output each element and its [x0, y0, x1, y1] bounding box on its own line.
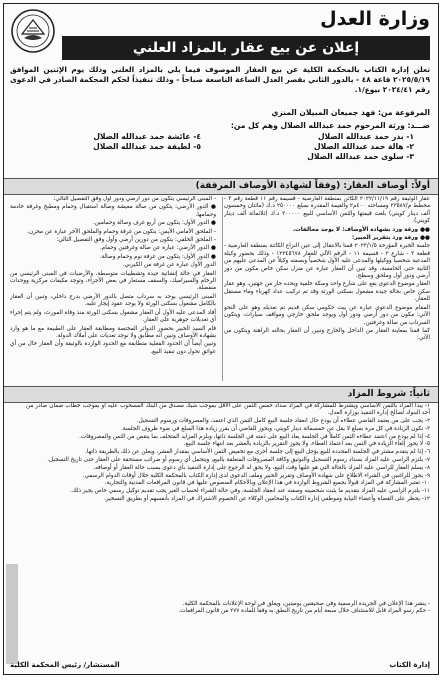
property-paragraph: - الملحق الخلفي: يتكون من دورين أرضي وأول وفق التفصيل التالي:: [56, 237, 216, 244]
defendants-title: ضـــد: ورثة المرحوم حمد عبدالله الصلال وهم كل من:: [230, 121, 430, 130]
property-paragraph: أفاد المدعى عليه الأول أن العقار مشغول بسكنى الورثة منذ وفاة المورث، ولم يتم إجراء أي تعديلات جوهرية على العقار.: [10, 309, 216, 324]
property-paragraph: المبنى الرئيسي يوجد به سرداب متصل بالدور الأرضي بدرج داخلي، وتبين أن العقار بالكامل مشغول بسكنى الورثة ولا يوجد عقود إيجار عليه.: [10, 293, 216, 308]
notes-block: [26, 601, 430, 616]
auction-conditions-list: [26, 403, 430, 598]
condition-item: ٢- يجب على من يعتمد القاضي عطاءه أن يودع حال انعقاد جلسة البيع كامل الثمن الذي اعتمد، والمصروفات ورسوم التسجيل.: [136, 418, 430, 425]
condition-item: ١٢- يحظر على القضاة وأعضاء النيابة وموظفي إدارة الكتاب والمحامين الوكلاء عن الخصوم الاشتراك في المزاد بأنفسهم أو بطريق التسخير.: [104, 496, 430, 503]
signature-right: إدارة الكتاب: [389, 661, 430, 669]
condition-item: ٨- يسلم العقار للراسي عليه المزاد بالحالة التي هو عليها وقت البيع، ولا يحق له الرجوع على إدارة التنفيذ بأي دعوى بسبب حالة العقار أو أوصافه.: [93, 464, 430, 471]
condition-item: ٥- لا يجوز إلغاء الزيادة في الثمن بعد اعتماد العطاء، ولا يجوز التقرير بالزيادة بالعشر بعد انتهاء جلسة البيع.: [183, 441, 430, 448]
heir-item: ٤- عائشة حمد عبدالله الصلال: [93, 132, 201, 141]
property-paragraph: - المبنى الرئيسي يتكون من دور أرضي ودور أول وفق التفصيل التالي:: [53, 196, 216, 202]
condition-item: ٤- إذا لم يودع من اعتمد عطاءه الثمن كاملاً في الجلسة يعاد البيع على ذمته في الجلسة ذاتها، ويلزم المزايد المتخلف بما ينقص من الثمن والمصروفات.: [79, 433, 430, 440]
condition-item: ٧- يلتزم الراسي عليه المزاد بسداد رسوم التسجيل والتوثيق وكافة المصروفات المتعلقة بالبيع، ويتحمل أي رسوم أو ضرائب مستحقة على العقار حتى تاريخ التسجيل.: [47, 457, 430, 464]
heir-item: ٣- سلوى حمد عبدالله الصلال: [307, 152, 414, 161]
property-paragraph: ● الدور الأرضي: عبارة عن صالة وغرفتين وحمام.: [99, 245, 216, 252]
condition-item: ٦- إذا لم يتقدم مشتر في الجلسة المحددة للبيع يؤجل البيع إلى جلسة أخرى مع تخفيض الثمن الأساسي بمقدار العشر، ويعلن عن ذلك بالطريقة ذاتها.: [85, 449, 430, 456]
property-column-left: [10, 196, 216, 382]
heir-item: ٢- هالة حمد عبدالله الصلال: [313, 142, 414, 151]
heirs-list: [10, 132, 414, 161]
ministry-name: وزارة العدل: [320, 8, 430, 30]
condition-item: ١٠- تعتبر المشاركة في المزاد قبولاً بجميع الشروط الواردة في هذا الإعلان وبالأحكام المنصوص عليها في قانون المرافعات المدنية والتجارية.: [104, 480, 430, 487]
announcement-page: [3, 3, 439, 675]
kuwait-emblem-icon: [10, 8, 56, 54]
condition-item: ٩- يجوز للراغبين في الشراء الاطلاع على شهادة الأوصاف وتقرير الخبير وملف الدعوى لدى إدارة الكتاب بالمحكمة الكلية خلال أوقات الدوام الرسمي.: [82, 472, 430, 479]
heir-item: ١- بدر حمد عبدالله الصلال: [317, 132, 414, 141]
plaintiff-line: المرفوعة من: فهد جميعان المبيلان المنزي: [271, 108, 430, 117]
note-item: - حكم رسو المزاد قابل للاستئناف خلال سبعة أيام من تاريخ النطق به وفقاً للمادة ٢٧٧ من قانون المرافعات.: [178, 608, 430, 615]
property-paragraph: كما قمنا بمعاينة العقار من الداخل والخارج وتبين أن العقار بحالته الراهنة ويتكون من الآتي:: [224, 327, 430, 342]
note-item: - ينشر هذا الإعلان في الجريدة الرسمية وفي صحيفتين يوميتين، ويعلق في لوحة الإعلانات بالمحكمة الكلية.: [182, 601, 430, 607]
property-paragraph: ●● ورقة ورد بتقرير الخبير:: [352, 235, 430, 242]
property-paragraph: الدور الأول عبارة عن غرفة من الكيربي.: [122, 262, 216, 269]
condition-item: ١- يبدأ المزاد بالثمن الأساسي ويشترط للمشاركة في المزاد سداد خمس الثمن على الأقل بموجب شيك مصدق من البنك المسحوب عليه أو بموجب خطاب ضمان صادر من أحد البنوك لصالح إدارة التنفيذ بوزارة العدل.: [26, 403, 430, 417]
property-paragraph: المقام موضوع الدعوى عبارة عن بيت حكومي سكن قديم تم تعديله وهو على النحو الآتي: مكون من دور أرضي ودور أول ويوجد ملحق خارجي ومواقف سيارات، ويتكون السرداب من صالة وغرفتين.: [224, 304, 430, 326]
property-paragraph: العقار موضوع الدعوى يقع على شارع واحد وسكة خلفية ويحده جار من جهتين، وهو عقار سكن خاص بحالة جيدة مشغول بسكنى الورثة وقد تم تركيب عداد كهرباء وماء مستقل للعقار.: [224, 281, 430, 303]
property-paragraph: قام السيد الخبير بحضور الدوائر المختصة ومطابقة العقار على الطبيعة مع ما هو وارد بشهادة الأوصاف وتبين أنه مطابق ولا توجد تعديات على أملاك الدولة.: [10, 325, 216, 339]
condition-item: ٣- تكون الزيادة في كل مرة بمبلغ لا يقل عن خمسمائة دينار كويتي، ويجوز للقاضي أن يقرر زيادة هذا المبلغ في ضوء ظروف الجلسة.: [120, 425, 430, 432]
property-paragraph: عقار الوثيقة رقم ٢٠٢٢/١١/١٩ الكائن بمنطقة العارضية - قسيمة رقم ١١ قطعة رقم ٣ - مخطط م/٢٣٥٨٧ ومساحته ٤٠٠م٢ والقيمة المقدرة بمبلغ ٢٥٠٠٠٠ د.ك (مائتان وخمسون ألف دينار كويتي) بلغت قيمتها والثمن الأساسي للبيع ٣٠٠٠٠٠ د.ك (ثلاثمائة ألف دينار كويتي).: [224, 196, 430, 225]
section-property-description-title: أولاً: أوصاف العقار: (وفقاً لشهادة الأوصاف المرفقة): [4, 178, 438, 195]
property-paragraph: ● الدور الأرضي: يتكون من صالة معيشة وصالة استقبال وحمام ومطبخ وغرفة خادمة وحمامها.: [10, 204, 216, 218]
side-stripe: [6, 564, 18, 664]
property-paragraph: - الملحق الأمامي الأيمن: يتكون من غرفة وحمام والملحق الآخر عبارة عن مخزن.: [27, 228, 216, 235]
condition-item: ١١- يلتزم الراسي عليه المزاد بتقديم ما يثبت شخصيته وصفته عند انعقاد الجلسة، وفي حالة الشراء لحساب الغير يجب تقديم توكيل رسمي خاص يجيز ذلك.: [70, 488, 430, 495]
property-paragraph: ● الدور الأول: يتكون من أربع غرف وصالة وحمامين.: [93, 220, 216, 227]
property-paragraph: وتبين أيضاً أن الحدود الفعلية متطابقة مع الحدود الواردة بالوثيقة وأن العقار خال من أي عوائق تحول دون تنفيذ البيع.: [10, 341, 216, 355]
intro-paragraph: تعلن إدارة الكتاب بالمحكمة الكلية عن بيع العقار الموصوف فيما يلي بالمزاد العلني وذلك يوم الإثنين الموافق ٢٠٢٥/٥/١٩ قاعة ٤٨ - بالدور الثاني بقصر العدل الساعة التاسعة صباحاً - وذلك تنفيذاً لحكم المحكمة الصادر في الدعوى رقم ٢٠٢٤/٤١ بيوع/١.: [10, 65, 430, 95]
property-paragraph: العقار في حالة إنشائية جيدة وتشطيبات متوسطة، والأرضيات في المبنى الرئيسي من الرخام والسيراميك، والسقف مستعار في بعض الأجزاء، وتوجد مكيفات مركزية ووحدات منفصلة.: [10, 270, 216, 292]
announcement-title: إعلان عن بيع عقار بالمزاد العلني: [62, 36, 430, 60]
property-paragraph: ●● ورقة ورد بشهادة الأوصاف: لا يوجد مخالفات.: [292, 226, 430, 233]
section-auction-conditions-title: ثانياً: شروط المزاد: [4, 386, 438, 403]
heir-item: ٥- لطيفة حمد عبدالله الصلال: [93, 142, 201, 151]
column-divider: [222, 197, 223, 381]
property-column-right: [224, 196, 430, 382]
signature-left: المستشار/ رئيس المحكمة الكلية: [10, 661, 120, 669]
property-paragraph: ● الدور الأول: يتكون من غرفة نوم وحمام وصالة.: [99, 253, 216, 260]
signature-line: [10, 661, 430, 669]
property-paragraph: جلسة الخبرة المؤرخة ٢٠٢٣/١/٥ قمنا بالانتقال إلى عين النزاع الكائنة بمنطقة العارضية - قطعة ٣ - شارع ٢ - قسيمة ١١ - الرقم الآلي للعقار ١٢٣٤٥٦٧٨ - وذلك بحضور وكيلة المدعية شخصياً ووكيلها والمدعى عليه الأول شخصياً وبصفته وكيلاً عن المدعى عليهم من الثانية حتى الخامسة، وقد تبين أن العقار عبارة عن منزل سكن خاص مكون من دور أرضي ودور أول وملحق وسطح.: [224, 243, 430, 280]
